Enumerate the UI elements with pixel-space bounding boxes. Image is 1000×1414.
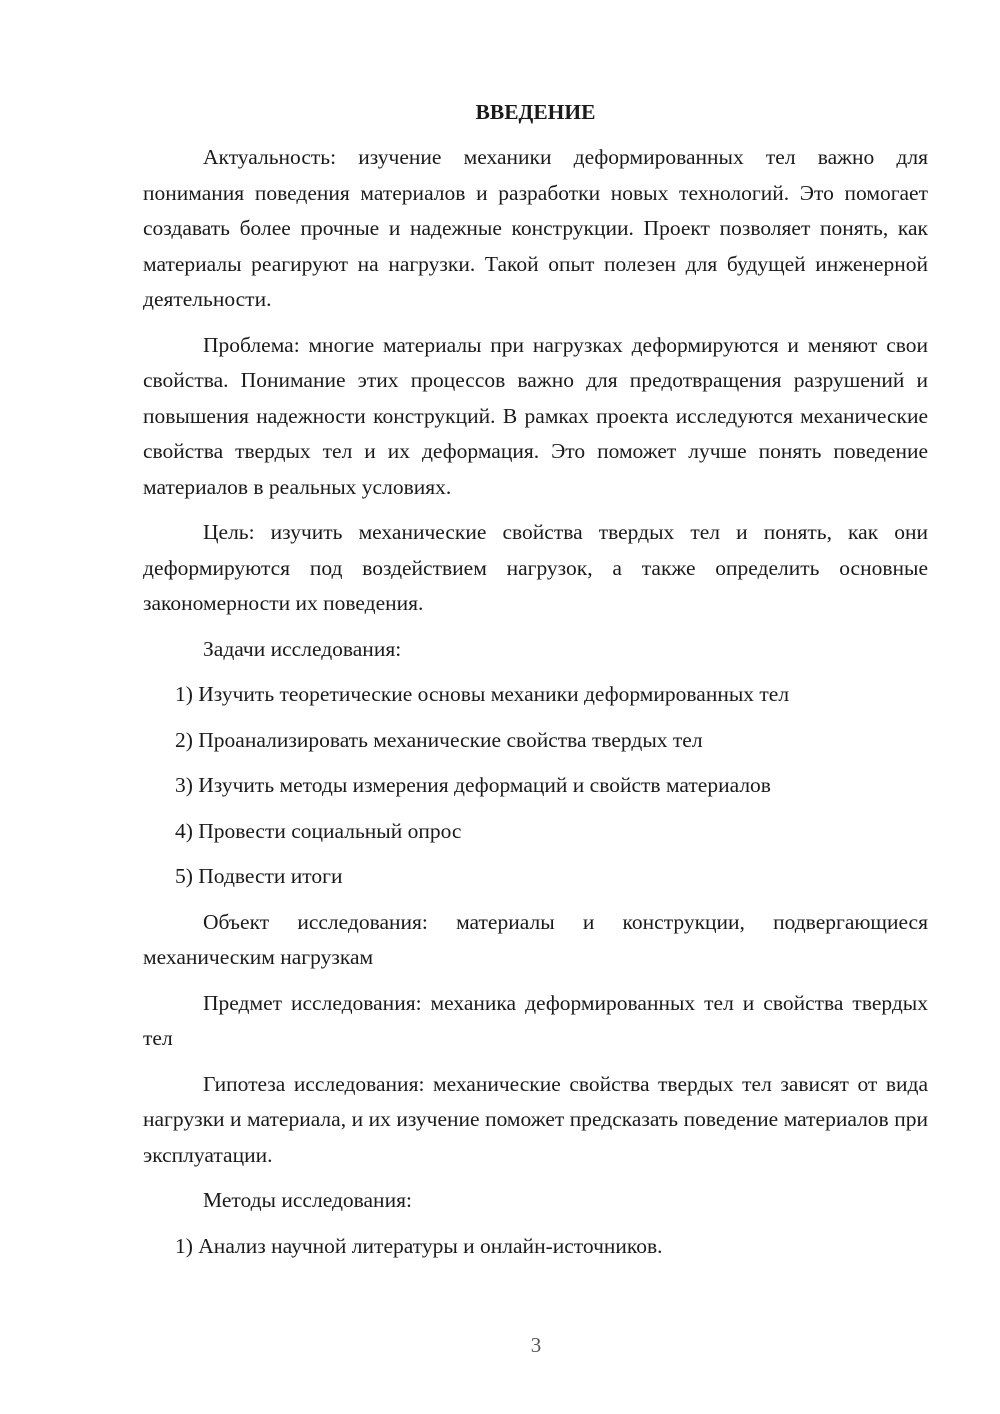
list-item: 4) Провести социальный опрос <box>175 818 462 843</box>
list-item: 3) Изучить методы измерения деформаций и свойств материалов <box>175 773 771 797</box>
section-heading: ВВЕДЕНИЕ <box>475 100 596 124</box>
tasks-title: Задачи исследования: <box>203 636 402 661</box>
problem-paragraph: Проблема: многие материалы при нагрузках деформируются и меняют свои свойства. Понимание этих процессов важно для предотвращения разрушений и повышения надежности конструкций. В рамках проекта исследуются механические свойства твердых тел и их деформация. Это поможет лучше понять поведение материалов в реальных условиях. <box>143 332 928 499</box>
tasks-list <box>143 677 928 895</box>
object-paragraph: Объект исследования: материалы и конструкции, подвергающиеся механическим нагрузкам <box>143 909 928 969</box>
methods-title: Методы исследования: <box>203 1188 412 1212</box>
page-content <box>143 94 928 1274</box>
subject-paragraph: Предмет исследования: механика деформированных тел и свойства твердых тел <box>143 990 928 1050</box>
page-number: 3 <box>530 1333 542 1357</box>
methods-list <box>143 1229 928 1265</box>
list-item: 1) Изучить теоретические основы механики деформированных тел <box>175 682 790 706</box>
hypothesis-paragraph: Гипотеза исследования: механические свойства твердых тел зависят от вида нагрузки и материала, и их изучение поможет предсказать поведение материалов при эксплуатации. <box>143 1071 928 1167</box>
list-item: 2) Проанализировать механические свойства твердых тел <box>175 727 703 752</box>
relevance-paragraph: Актуальность: изучение механики деформированных тел важно для понимания поведения материалов и разработки новых технологий. Это помогает создавать более прочные и надежные конструкции. Проект позволяет понять, как материалы реагируют на нагрузки. Такой опыт полезен для будущей инженерной деятельности. <box>143 145 928 311</box>
list-item: 5) Подвести итоги <box>175 864 343 888</box>
list-item: 1) Анализ научной литературы и онлайн-источников. <box>175 1233 663 1258</box>
goal-paragraph: Цель: изучить механические свойства твердых тел и понять, как они деформируются под воздействием нагрузок, а также определить основные закономерности их поведения. <box>143 520 928 615</box>
